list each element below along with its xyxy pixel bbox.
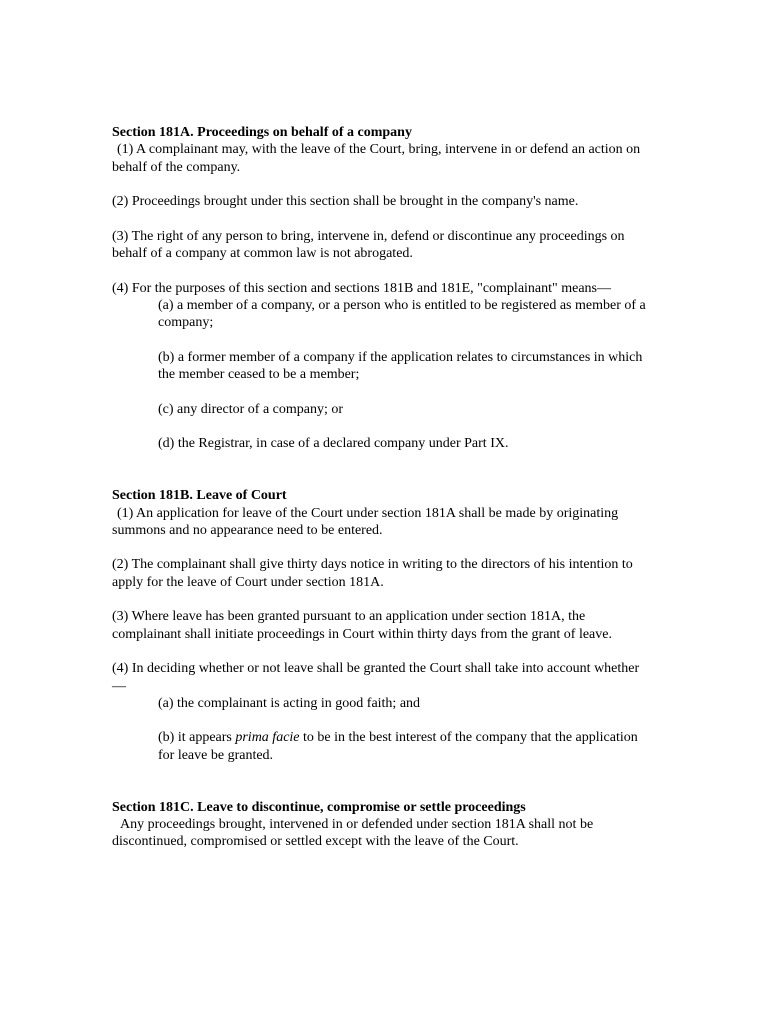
paragraph: (1) A complainant may, with the leave of the Court, bring, intervene in or defend an action on behalf of the company. (112, 142, 641, 175)
sub-paragraph: (d) the Registrar, in case of a declared company under Part IX. (158, 436, 509, 452)
section-title: Section 181A. Proceedings on behalf of a company (112, 125, 412, 140)
section-title: Section 181C. Leave to discontinue, compromise or settle proceedings (112, 799, 526, 815)
section-title: Section 181B. Leave of Court (112, 488, 287, 504)
paragraph: (3) Where leave has been granted pursuant to an application under section 181A, the complainant shall initiate proceedings in Court within thirty days from the grant of leave. (112, 609, 612, 642)
sub-paragraph (158, 729, 652, 764)
section-spacer (112, 470, 652, 487)
paragraph: (2) Proceedings brought under this section shall be brought in the company's name. (112, 194, 579, 210)
paragraph: (3) The right of any person to bring, intervene in, defend or discontinue any proceedings on behalf of a company at common law is not abrogated. (112, 228, 625, 262)
paragraph: Any proceedings brought, intervened in or defended under section 181A shall not be discontinued, compromised or settled except with the leave of the Court. (112, 816, 594, 850)
sub-paragraph: (b) a former member of a company if the application relates to circumstances in which the member ceased to be a member; (158, 349, 643, 383)
paragraph: (1) An application for leave of the Court under section 181A shall be made by originating summons and no appearance need to be entered. (112, 505, 619, 538)
sub-paragraph-text: (b) it appears (158, 730, 236, 746)
sub-paragraph: (a) a member of a company, or a person who is entitled to be registered as member of a company; (158, 297, 646, 331)
sub-paragraph: (c) any director of a company; or (158, 401, 344, 417)
section-181c (112, 799, 652, 851)
section-181a (112, 124, 652, 453)
italic-term: prima facie (235, 730, 300, 746)
paragraph: (2) The complainant shall give thirty days notice in writing to the directors of his intention to apply for the leave of Court under section 181A. (112, 557, 633, 590)
paragraph: (4) In deciding whether or not leave shall be granted the Court shall take into account whether— (112, 661, 640, 694)
sub-paragraph: (a) the complainant is acting in good faith; and (158, 695, 421, 711)
paragraph: (4) For the purposes of this section and sections 181B and 181E, "complainant" means— (112, 280, 612, 296)
section-spacer (112, 781, 652, 798)
document-page (112, 124, 652, 868)
section-181b (112, 487, 652, 764)
sub-paragraph-text: to be in the best interest of the company that the application for leave be granted. (158, 730, 638, 763)
